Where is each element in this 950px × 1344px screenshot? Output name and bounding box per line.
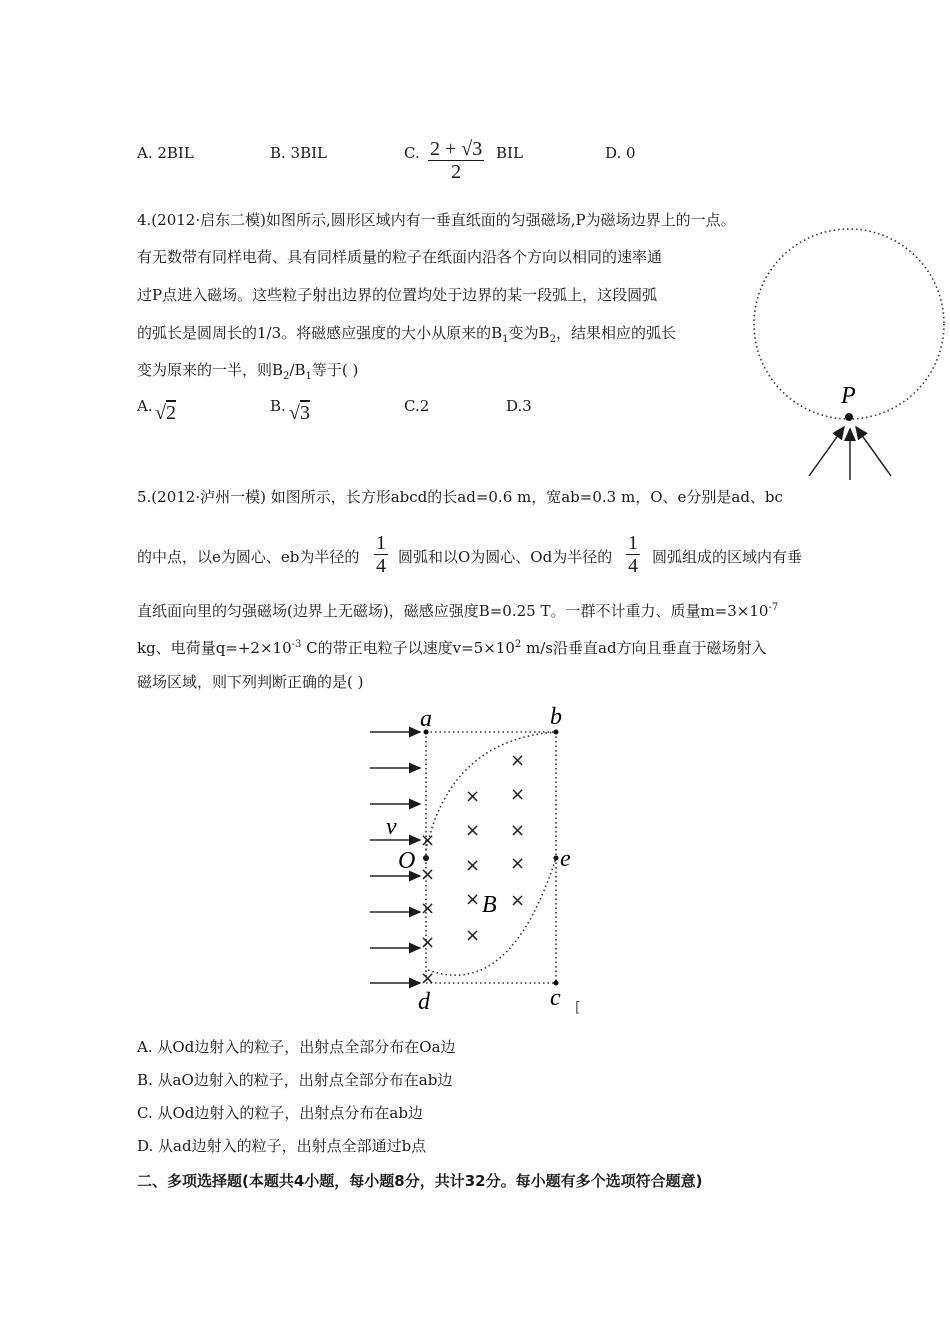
q5-line-2b: 圆弧和以O为圆心、Od为半径的 xyxy=(398,548,613,566)
svg-text:×: × xyxy=(465,889,481,910)
svg-text:×: × xyxy=(465,855,481,876)
q3-option-c-label: C. xyxy=(404,144,420,162)
q4-option-d: D.3 xyxy=(506,397,532,415)
q4-circle-diagram xyxy=(745,228,945,483)
q4-line-4: 的弧长是圆周长的1/3。将磁感应强度的大小从原来的$B_1$变为$B_2$，结果相应的弧长 xyxy=(137,324,676,345)
svg-text:×: × xyxy=(510,750,526,771)
q4-line-5: 变为原来的一半，则$B_2/B_1$等于( ) xyxy=(137,361,359,382)
label-b: b xyxy=(550,704,562,730)
label-e: e xyxy=(560,846,571,872)
label-c: c xyxy=(550,985,561,1011)
q4-option-c: C.2 xyxy=(404,397,430,415)
svg-text:×: × xyxy=(465,925,481,946)
label-d: d xyxy=(418,989,430,1015)
q5-option-b: B. 从aO边射入的粒子，出射点全部分布在ab边 xyxy=(137,1071,453,1089)
arc-upper xyxy=(426,732,556,850)
point-p-label: P xyxy=(841,383,856,409)
q5-option-d: D. 从ad边射入的粒子，出射点全部通过b点 xyxy=(137,1137,427,1155)
q3-option-c-fraction xyxy=(428,138,484,183)
q4-line-2: 有无数带有同样电荷、具有同样质量的粒子在纸面内沿各个方向以相同的速率通 xyxy=(137,248,663,266)
svg-text:×: × xyxy=(420,932,436,953)
arrow-left xyxy=(809,427,844,476)
q5-line-2c: 圆弧组成的区域内有垂 xyxy=(652,548,803,566)
q5-rectangle-diagram xyxy=(360,700,600,1020)
q3-option-b: B. 3BIL xyxy=(270,144,328,162)
q4-option-a-sqrt: √2 xyxy=(155,402,176,424)
q4-option-a: A. xyxy=(137,397,153,415)
svg-text:×: × xyxy=(420,898,436,919)
q5-fraction-2: $\frac{1}{4}$ xyxy=(628,532,638,577)
q3-option-c-suffix: BIL xyxy=(496,144,523,162)
q4-option-b: B. xyxy=(270,397,286,415)
q4-line-3: 过P点进入磁场。这些粒子射出边界的位置均处于边界的某一段弧上，这段圆弧 xyxy=(137,286,658,304)
q5-line-1: 5.(2012·泸州一模) 如图所示，长方形abcd的长ad=0.6 m，宽ab=0.3 m，O、e分别是ad、bc xyxy=(137,488,783,506)
arrow-right xyxy=(856,427,891,476)
stray-bracket: [ xyxy=(575,1000,581,1016)
fraction-denominator: 2 xyxy=(451,161,462,183)
q5-line-2a: 的中点，以e为圆心、eb为半径的 xyxy=(137,548,360,566)
svg-text:×: × xyxy=(420,864,436,885)
q5-line-4: kg、电荷量$q=+2\times 10^{-3}$ C的带正电粒子以速度$v=5\times 10^2$ m/s沿垂直ad方向且垂直于磁场射入 xyxy=(137,639,767,657)
label-o: O xyxy=(398,848,416,874)
q5-line-5: 磁场区域，则下列判断正确的是( ) xyxy=(137,673,364,691)
svg-text:×: × xyxy=(420,830,436,851)
point-p-dot xyxy=(845,413,853,421)
section-2-heading: 二、多项选择题(本题共4小题，每小题8分，共计32分。每小题有多个选项符合题意) xyxy=(137,1172,703,1190)
svg-text:×: × xyxy=(510,890,526,911)
q4-line-1: 4.(2012·启东二模)如图所示,圆形区域内有一垂直纸面的匀强磁场,P为磁场边界上的一点。 xyxy=(137,211,736,229)
label-a: a xyxy=(420,706,432,732)
svg-text:×: × xyxy=(465,786,481,807)
q4-option-b-sqrt: √3 xyxy=(289,402,310,424)
q5-line-3: 直纸面向里的匀强磁场(边界上无磁场)，磁感应强度B=0.25 T。一群不计重力、质量$m=3\times 10^{-7}$ xyxy=(137,602,779,620)
label-b-field: B xyxy=(482,892,497,918)
q3-option-d: D. 0 xyxy=(605,144,636,162)
q5-option-a: A. 从Od边射入的粒子，出射点全部分布在Oa边 xyxy=(137,1038,456,1056)
q3-option-a: A. 2BIL xyxy=(137,144,194,162)
label-v: v xyxy=(386,814,397,840)
svg-text:×: × xyxy=(510,853,526,874)
fraction-numerator: 2 + √3 xyxy=(430,138,483,160)
svg-text:×: × xyxy=(510,784,526,805)
svg-text:×: × xyxy=(465,820,481,841)
svg-text:×: × xyxy=(510,820,526,841)
svg-text:×: × xyxy=(420,968,436,989)
q5-fraction-1: $\frac{1}{4}$ xyxy=(376,532,386,577)
q5-option-c: C. 从Od边射入的粒子，出射点分布在ab边 xyxy=(137,1104,423,1122)
